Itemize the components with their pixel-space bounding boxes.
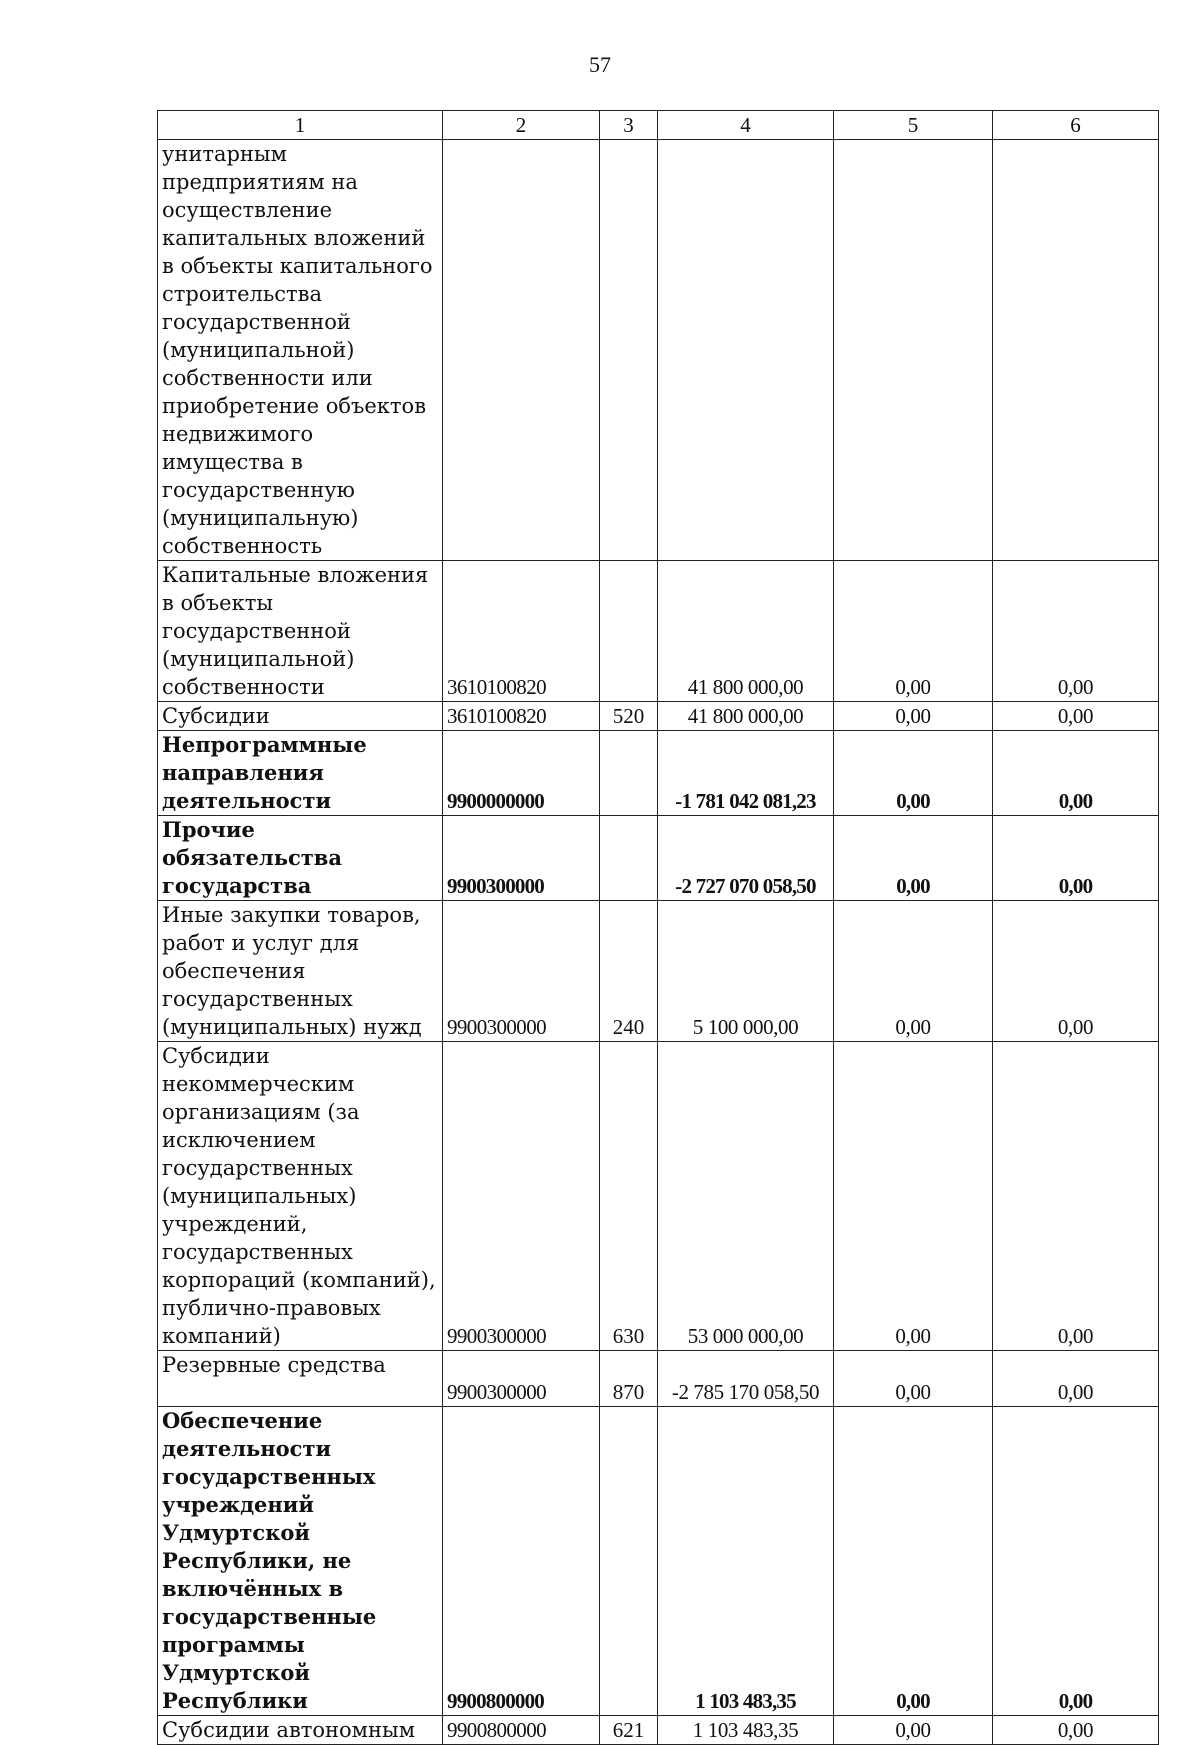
row-expense-type: 630 (600, 1042, 658, 1351)
header-col-4: 4 (658, 111, 834, 140)
table-row (158, 561, 1159, 702)
table-row (158, 702, 1159, 731)
row-sum-col5 (834, 140, 993, 561)
row-expense-type: 520 (600, 702, 658, 731)
row-expense-type: 870 (600, 1351, 658, 1407)
table-row (158, 1407, 1159, 1716)
row-sum-col5: 0,00 (834, 1407, 993, 1716)
row-sum-col6: 0,00 (993, 901, 1159, 1042)
row-name: Непрограммные направления деятельности (158, 731, 443, 816)
row-sum-col4: -2 785 170 058,50 (658, 1351, 834, 1407)
row-sum-col4: 53 000 000,00 (658, 1042, 834, 1351)
header-col-1: 1 (158, 111, 443, 140)
row-sum-col4: 41 800 000,00 (658, 702, 834, 731)
row-name: унитарным предприятиям на осуществление капитальных вложений в объекты капитального строительства государственной (муниципальной) собственности или приобретение объектов недвижимого имущества в государственную (муниципальную) собственность (158, 140, 443, 561)
row-sum-col5: 0,00 (834, 1716, 993, 1745)
row-expense-type (600, 561, 658, 702)
row-name: Капитальные вложения в объекты государственной (муниципальной) собственности (158, 561, 443, 702)
row-code: 3610100820 (443, 561, 600, 702)
header-col-3: 3 (600, 111, 658, 140)
row-sum-col5: 0,00 (834, 1042, 993, 1351)
row-sum-col4: 41 800 000,00 (658, 561, 834, 702)
row-code (443, 140, 600, 561)
row-sum-col4: -1 781 042 081,23 (658, 731, 834, 816)
row-code: 9900000000 (443, 731, 600, 816)
row-sum-col4: 1 103 483,35 (658, 1407, 834, 1716)
row-expense-type: 240 (600, 901, 658, 1042)
table-row (158, 1716, 1159, 1745)
row-sum-col6: 0,00 (993, 561, 1159, 702)
row-expense-type (600, 816, 658, 901)
row-sum-col4: 1 103 483,35 (658, 1716, 834, 1745)
row-code: 9900800000 (443, 1407, 600, 1716)
row-code: 9900300000 (443, 816, 600, 901)
row-sum-col4 (658, 140, 834, 561)
row-sum-col6 (993, 140, 1159, 561)
row-sum-col5: 0,00 (834, 901, 993, 1042)
header-col-6: 6 (993, 111, 1159, 140)
row-expense-type (600, 1407, 658, 1716)
row-name: Прочие обязательства государства (158, 816, 443, 901)
row-expense-type (600, 140, 658, 561)
row-expense-type: 621 (600, 1716, 658, 1745)
row-sum-col5: 0,00 (834, 561, 993, 702)
row-name: Субсидии некоммерческим организациям (за исключением государственных (муниципальных) учреждений, государственных корпораций (компаний), публично-правовых компаний) (158, 1042, 443, 1351)
row-sum-col5: 0,00 (834, 731, 993, 816)
row-sum-col5: 0,00 (834, 1351, 993, 1407)
table-row (158, 1042, 1159, 1351)
row-name: Иные закупки товаров, работ и услуг для обеспечения государственных (муниципальных) нужд (158, 901, 443, 1042)
row-sum-col6: 0,00 (993, 816, 1159, 901)
row-expense-type (600, 731, 658, 816)
row-code: 9900800000 (443, 1716, 600, 1745)
row-code: 9900300000 (443, 1042, 600, 1351)
row-sum-col5: 0,00 (834, 702, 993, 731)
header-col-5: 5 (834, 111, 993, 140)
row-sum-col5: 0,00 (834, 816, 993, 901)
row-code: 9900300000 (443, 1351, 600, 1407)
budget-table (157, 110, 1159, 1745)
row-sum-col6: 0,00 (993, 731, 1159, 816)
row-sum-col6: 0,00 (993, 1351, 1159, 1407)
row-name: Обеспечение деятельности государственных учреждений Удмуртской Республики, не включённых в государственные программы Удмуртской Республики (158, 1407, 443, 1716)
row-code: 3610100820 (443, 702, 600, 731)
row-name: Резервные средства (158, 1351, 443, 1407)
table-row (158, 140, 1159, 561)
row-sum-col6: 0,00 (993, 1407, 1159, 1716)
table-row (158, 816, 1159, 901)
table-row (158, 1351, 1159, 1407)
table-row (158, 731, 1159, 816)
row-sum-col6: 0,00 (993, 1716, 1159, 1745)
row-name: Субсидии (158, 702, 443, 731)
page-number: 57 (589, 52, 611, 77)
table-row (158, 901, 1159, 1042)
row-sum-col4: -2 727 070 058,50 (658, 816, 834, 901)
row-sum-col6: 0,00 (993, 702, 1159, 731)
header-row (158, 111, 1159, 140)
row-sum-col4: 5 100 000,00 (658, 901, 834, 1042)
header-col-2: 2 (443, 111, 600, 140)
row-code: 9900300000 (443, 901, 600, 1042)
row-name: Субсидии автономным (158, 1716, 443, 1745)
row-sum-col6: 0,00 (993, 1042, 1159, 1351)
